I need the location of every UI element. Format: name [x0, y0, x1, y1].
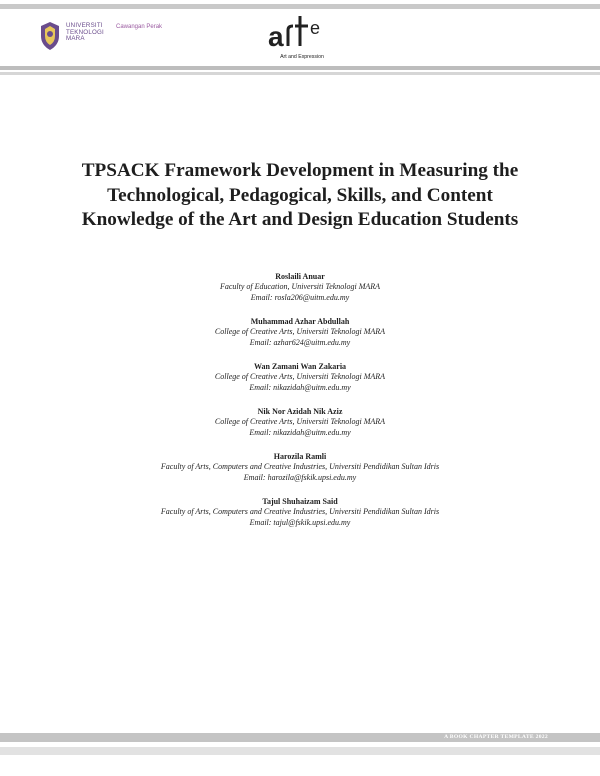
- author-email: Email: nikazidah@uitm.edu.my: [249, 382, 351, 392]
- author-name: Wan Zamani Wan Zakaria: [253, 362, 347, 371]
- header-top-stripe: [0, 4, 600, 9]
- author-block: [40, 451, 560, 496]
- footer-stripe: [0, 747, 600, 755]
- campus-label: Cawangan Perak: [116, 24, 163, 30]
- header-stripe: [0, 72, 600, 75]
- svg-text:a: a: [268, 21, 284, 52]
- journal-logo-icon: [262, 12, 342, 54]
- author-name: Nik Nor Azidah Nik Aziz: [257, 407, 343, 416]
- journal-tagline: Art and Expression: [280, 54, 324, 60]
- university-logo-line: MARA: [66, 35, 85, 43]
- author-name: Roslaili Anuar: [275, 272, 325, 281]
- author-block: [40, 496, 560, 541]
- author-email: Email: harozila@fskik.upsi.edu.my: [243, 472, 357, 482]
- university-logo: [38, 20, 110, 54]
- author-affiliation: College of Creative Arts, Universiti Teknologi MARA: [214, 372, 386, 381]
- title-line: TPSACK Framework Development in Measuring the: [81, 160, 519, 181]
- author-block: [40, 271, 560, 316]
- university-logo-line: TEKNOLOGI: [66, 28, 104, 36]
- author-block: [40, 316, 560, 361]
- author-affiliation: College of Creative Arts, Universiti Teknologi MARA: [214, 417, 386, 426]
- author-affiliation: Faculty of Education, Universiti Teknologi MARA: [219, 282, 381, 291]
- author-name: Tajul Shuhaizam Said: [262, 497, 338, 506]
- page-header: [0, 0, 600, 76]
- author-affiliation: Faculty of Arts, Computers and Creative Industries, Universiti Pendidikan Sultan Idris: [160, 507, 440, 516]
- journal-logo: [262, 12, 342, 64]
- author-email: Email: nikazidah@uitm.edu.my: [249, 427, 351, 437]
- university-logo-text: [66, 23, 104, 43]
- footer-text: A BOOK CHAPTER TEMPLATE 2022: [444, 734, 548, 740]
- title-line: Knowledge of the Art and Design Education Students: [81, 209, 519, 230]
- author-email: Email: rosla206@uitm.edu.my: [250, 292, 350, 302]
- paper-title: [40, 159, 560, 233]
- header-stripe: [0, 66, 600, 70]
- university-logo-line: UNIVERSITI: [66, 22, 103, 29]
- svg-text:e: e: [310, 18, 321, 38]
- author-list: [40, 271, 560, 541]
- page-footer: [0, 733, 600, 742]
- author-affiliation: Faculty of Arts, Computers and Creative Industries, Universiti Pendidikan Sultan Idris: [160, 462, 440, 471]
- author-affiliation: College of Creative Arts, Universiti Teknologi MARA: [214, 327, 386, 336]
- author-email: Email: tajul@fskik.upsi.edu.my: [249, 517, 351, 527]
- author-name: Muhammad Azhar Abdullah: [250, 317, 350, 326]
- author-block: [40, 361, 560, 406]
- title-line: Technological, Pedagogical, Skills, and Content: [107, 184, 493, 206]
- university-crest-icon: [38, 20, 62, 52]
- author-block: [40, 406, 560, 451]
- author-name: Harozila Ramli: [273, 452, 327, 461]
- author-email: Email: azhar624@uitm.edu.my: [249, 337, 351, 347]
